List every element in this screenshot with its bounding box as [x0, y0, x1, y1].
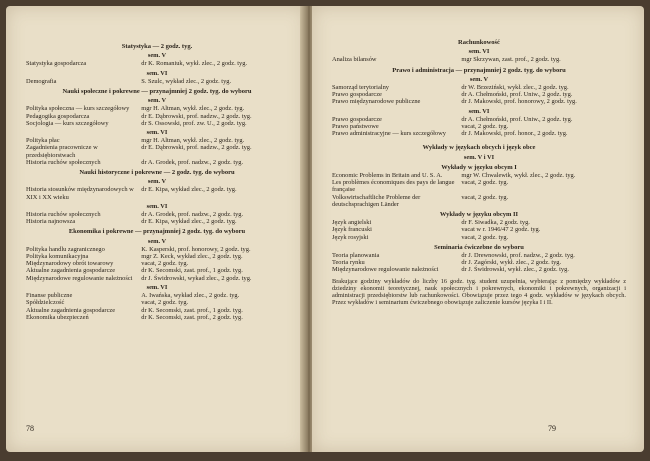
course-lecturer: A. Iwańska, wykład zlec., 2 godz. tyg. — [141, 292, 240, 300]
course-title: Język angielski — [332, 219, 372, 227]
course-lecturer: dr K. Secomski, zast. prof., 1 godz. tyg. — [141, 306, 243, 314]
section-heading: Nauki historyczne i pokrewne — 2 godz. tyg. do wyboru — [79, 169, 235, 177]
semester-label: sem. VI — [468, 48, 490, 56]
course-title: Prawo gospodarcze — [332, 115, 382, 123]
course-row — [26, 159, 288, 166]
course-lecturer: dr K. Secomski, zast. prof., 2 godz. tyg. — [141, 313, 243, 321]
semester-label: sem. V — [147, 237, 167, 245]
course-lecturer: dr J. Makowski, prof. honorowy, 2 godz. tyg. — [461, 98, 577, 106]
course-lecturer: dr E. Kipa, wykład zlec., 2 godz. tyg. — [141, 218, 237, 226]
course-title: Analiza bilansów — [332, 56, 377, 64]
course-row — [332, 84, 626, 91]
course-row — [332, 234, 626, 241]
course-title: Aktualne zagadnienia gospodarcze — [26, 267, 116, 275]
course-title: Volkswirtschaftliche Probleme der deutschsprachigen Länder — [332, 193, 421, 208]
course-row — [26, 275, 288, 282]
course-title: Zagadnienia pracownicze w przedsiębiorstwach — [26, 144, 98, 159]
course-lecturer: dr J. Świdrowski, wykad zlec., 2 godz. tyg. — [141, 274, 252, 282]
course-title: Międzynarodowe regulowanie należności — [26, 274, 133, 282]
closing-paragraph: Brakujące godziny wykładów do liczby 16 godz. tyg. student uzupełnia, wybierając z pomiędzy wykładów z dziedziny ekonomii teoretycznej, nauk społecznych i pokrewnych, ekonomiki i pokrewnych, organizacji i administracji przedsiębiorstw lub rachunkowości. Obowiązuje przez tego 4 godz. wykładów w językach obcych. Przez wykładów i seminarium ćwiczebnego obowiązuje zaliczenie kursów języka I i II. — [332, 277, 626, 306]
semester-label: sem. VI — [146, 69, 168, 77]
course-row — [332, 172, 626, 179]
semester-label: sem. V — [469, 75, 489, 83]
course-lecturer: dr A. Chełmoński, prof. Uniw., 2 godz. tyg. — [461, 115, 573, 123]
right-page — [312, 6, 644, 452]
course-title: Język rosyjski — [332, 233, 369, 241]
course-lecturer: dr F. Siwadka, 2 godz. tyg. — [461, 219, 530, 227]
spacer — [332, 137, 626, 141]
course-lecturer: dr S. Ossowski, prof. zw. U., 2 godz. tyg. — [141, 119, 247, 127]
course-title: Pedagogika gospodarcza — [26, 112, 90, 120]
semester-label: sem. V — [147, 178, 167, 186]
course-row — [332, 130, 626, 137]
course-row — [26, 267, 288, 274]
course-title: Polityka społeczna — kurs szczegółowy — [26, 105, 130, 113]
course-row — [26, 299, 288, 306]
course-title: Międzynarodowy obrót towarowy — [26, 260, 114, 268]
course-row — [26, 137, 288, 144]
left-page — [6, 6, 306, 452]
course-title: Historia najnowsza — [26, 218, 76, 226]
semester-label: sem. VI — [146, 129, 168, 137]
course-lecturer: vacat, 2 godz. tyg. — [141, 299, 189, 307]
course-row — [26, 260, 288, 267]
section-heading: Wykłady w języku obcym I — [441, 163, 517, 171]
course-title: Polityka handlu zagranicznego — [26, 245, 105, 253]
right-page-number: 79 — [548, 424, 556, 433]
course-lecturer: mgr Z. Keck, wykład zlec., 2 godz. tyg. — [141, 253, 243, 261]
section-heading: Wykłady w językach obcych i język obce — [422, 144, 536, 152]
course-title: Economic Problems in Britain and U. S. A. — [332, 172, 443, 180]
semester-label: sem. VI — [146, 283, 168, 291]
course-title: Historia ruchów społecznych — [26, 211, 101, 219]
course-title: Aktualne zagadnienia gospodarcze — [26, 306, 116, 314]
course-lecturer: vacat w r. 1946/47 2 godz. tyg. — [461, 226, 541, 234]
left-page-number: 78 — [26, 424, 34, 433]
course-title: Prawo administracyjne — kurs szczegółowy — [332, 130, 446, 138]
section-heading: Rachunkowość — [458, 39, 500, 46]
course-lecturer: vacat, 2 godz. tyg. — [141, 260, 189, 268]
section-heading: Nauki społeczne i pokrewne — przynajmniej 2 godz. tyg. do wyboru — [62, 88, 252, 96]
course-row — [26, 186, 288, 200]
course-title: Samorząd terytorialny — [332, 84, 389, 92]
course-row — [26, 246, 288, 253]
course-title: Les problèmes économiques des pays de langue française — [332, 179, 455, 194]
course-title: Prawo gospodarcze — [332, 91, 382, 99]
section-heading: Prawo i administracja — przynajmniej 2 godz. tyg. do wyboru — [392, 66, 566, 74]
course-title: Polityka komunikacyjna — [26, 253, 89, 261]
semester-label: sem. V — [147, 52, 167, 60]
course-row — [26, 218, 288, 225]
course-row — [332, 98, 626, 105]
course-lecturer: mgr Skrzywan, zast. prof., 2 godz. tyg. — [461, 56, 561, 64]
course-row — [26, 314, 288, 321]
course-row — [26, 307, 288, 314]
course-row — [332, 219, 626, 226]
course-title: Finanse publiczne — [26, 292, 73, 300]
course-row — [26, 78, 288, 85]
semester-label: sem. VI — [468, 107, 490, 115]
course-title: Ekonomika ubezpieczeń — [26, 313, 89, 321]
course-lecturer: dr J. Drewnowski, prof. nadzw., 2 godz. tyg. — [461, 252, 575, 260]
course-lecturer: S. Szulc, wykład zlec., 2 godz. tyg. — [141, 77, 232, 85]
semester-label: sem. V i VI — [463, 153, 495, 161]
section-heading: Wykłady w języku obcym II — [439, 211, 519, 219]
course-title: Teoria planowania — [332, 252, 380, 260]
course-lecturer: dr K. Romaniuk, wykł. zlec., 2 godz. tyg. — [141, 60, 248, 68]
course-lecturer: mgr W. Chwalewik, wykł. zlec., 2 godz. tyg. — [461, 172, 576, 180]
section-heading: Seminaria ćwiczebne do wyboru — [434, 243, 524, 251]
course-row — [26, 105, 288, 112]
course-row — [332, 226, 626, 233]
course-lecturer: mgr H. Altman, wykł. zlec., 2 godz. tyg. — [141, 105, 245, 113]
course-title: Prawo międzynarodowe publiczne — [332, 98, 421, 106]
course-title: Historia stosunków międzynarodowych w XIX i XX wieku — [26, 186, 134, 201]
section-heading: Ekonomika i pokrewne — przynajmniej 2 godz. tyg. do wyboru — [68, 228, 246, 236]
course-row — [332, 266, 626, 273]
course-title: Spółdzielczość — [26, 299, 65, 307]
course-lecturer: dr A. Chełmoński, prof. Uniw., 2 godz. tyg. — [461, 91, 573, 99]
course-lecturer: dr E. Kipa, wykład zlec., 2 godz. tyg. — [141, 186, 237, 194]
course-title: Historia ruchów społecznych — [26, 158, 101, 166]
course-row — [26, 144, 288, 158]
course-lecturer: dr A. Grodek, prof. nadzw., 2 godz. tyg. — [141, 211, 244, 219]
course-lecturer: mgr H. Altman, wykł. zlec., 2 godz. tyg. — [141, 137, 245, 145]
section-heading: Statystyka — 2 godz. tyg. — [121, 43, 193, 50]
course-lecturer: dr J. Świdrowski, wykł. zlec., 2 godz. tyg. — [461, 266, 569, 274]
course-row — [332, 179, 626, 193]
course-lecturer: vacat, 2 godz. tyg. — [461, 123, 509, 131]
course-lecturer: dr W. Brzeziński, wykł. zlec., 2 godz. tyg. — [461, 84, 569, 92]
course-lecturer: dr E. Dąbrowski, prof. nadzw., 2 godz. tyg. — [141, 112, 252, 120]
course-lecturer: dr A. Grodek, prof. nadzw., 2 godz. tyg. — [141, 158, 244, 166]
course-title: Międzynarodowe regulowanie należności — [332, 266, 439, 274]
course-row — [26, 60, 288, 67]
course-lecturer: vacat, 2 godz. tyg. — [461, 233, 509, 241]
course-title: Język francuski — [332, 226, 372, 234]
course-row — [26, 211, 288, 218]
course-row — [26, 292, 288, 299]
course-row — [332, 194, 626, 208]
course-row — [26, 253, 288, 260]
course-title: Polityka płac — [26, 137, 60, 145]
course-row — [332, 56, 626, 63]
course-title: Socjologia — kurs szczegółowy — [26, 119, 109, 127]
course-title: Statystyka gospodarcza — [26, 60, 87, 68]
semester-label: sem. VI — [146, 202, 168, 210]
right-page-content — [332, 36, 626, 306]
course-lecturer: vacat, 2 godz. tyg. — [461, 179, 509, 187]
course-lecturer: vacat, 2 godz. tyg. — [461, 193, 509, 201]
course-lecturer: dr J. Zagórski, wykł. zlec., 2 godz. tyg. — [461, 259, 562, 267]
course-row — [332, 123, 626, 130]
semester-label: sem. V — [147, 97, 167, 105]
course-row — [332, 116, 626, 123]
course-lecturer: dr K. Secomski, zast. prof., 1 godz. tyg. — [141, 267, 243, 275]
course-title: Demografia — [26, 77, 57, 85]
course-row — [26, 113, 288, 120]
course-row — [332, 91, 626, 98]
course-title: Prawo państwowe — [332, 123, 379, 131]
course-lecturer: dr J. Makowski, prof. honor., 2 godz. tyg. — [461, 130, 568, 138]
left-page-content — [26, 40, 288, 321]
course-row — [26, 120, 288, 127]
course-lecturer: K. Kasperski, prof. honorowy, 2 godz. tyg. — [141, 245, 251, 253]
course-lecturer: dr E. Dąbrowski, prof. nadzw., 2 godz. tyg. — [141, 144, 252, 152]
course-row — [332, 252, 626, 259]
course-title: Teoria rynku — [332, 259, 365, 267]
